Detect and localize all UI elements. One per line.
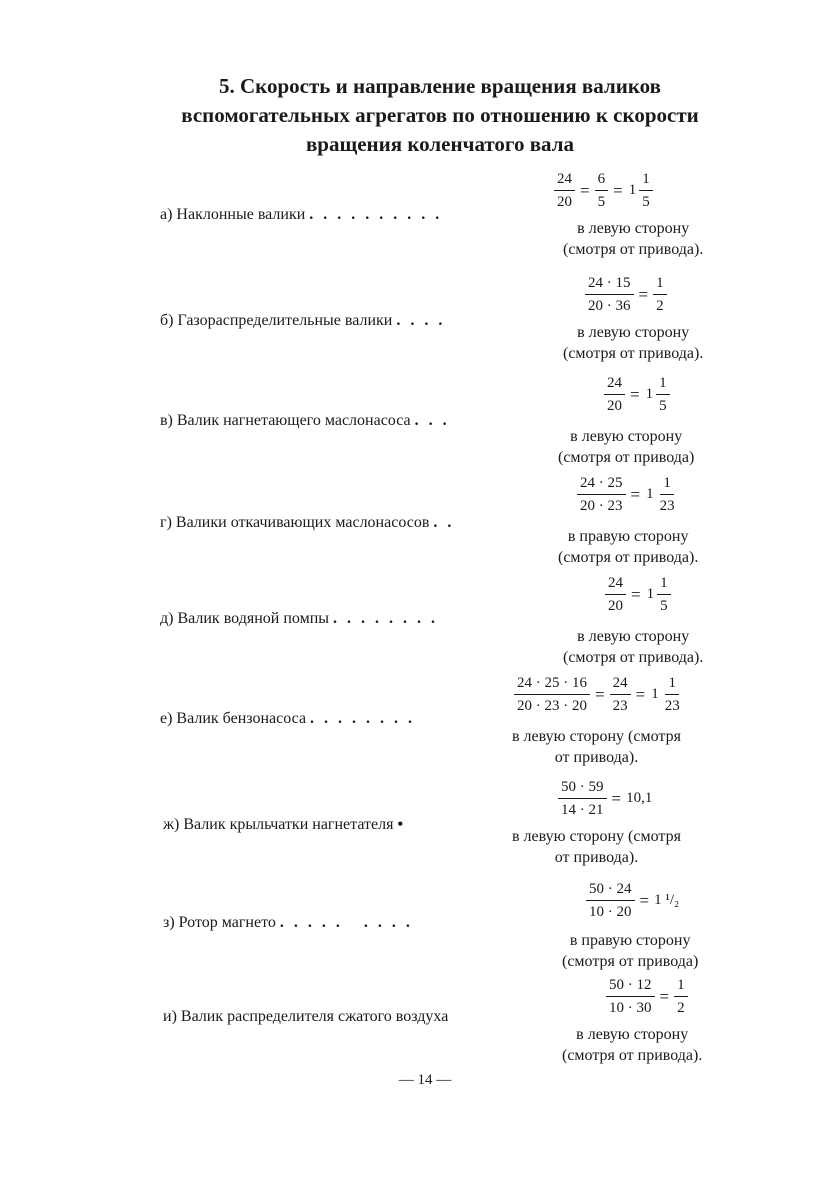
item-b-formula (583, 274, 669, 315)
plain: 1 ¹/₂ (654, 892, 680, 908)
fraction (514, 674, 590, 715)
numerator: 24 (605, 574, 626, 595)
numerator: 24 (554, 170, 575, 191)
fraction (577, 474, 626, 515)
item-f-formula (512, 674, 685, 715)
page-number: — 14 — (398, 1072, 452, 1088)
denominator: 2 (656, 298, 664, 314)
section-title (110, 72, 770, 159)
fraction (554, 170, 575, 211)
numerator: 1 (656, 374, 670, 395)
denominator: 20 (607, 398, 622, 414)
denominator: 20 · 23 (580, 498, 623, 514)
fraction (662, 674, 683, 715)
fraction (610, 674, 631, 715)
equals-sign: = (595, 684, 605, 704)
whole: 1 (628, 182, 637, 198)
equals-sign: = (635, 684, 646, 704)
item-a-formula (552, 170, 655, 211)
equals-sign: = (659, 986, 670, 1006)
dots: • (397, 816, 407, 833)
fraction (606, 976, 655, 1017)
denominator: 5 (660, 598, 668, 614)
fraction (605, 574, 626, 615)
denominator: 5 (659, 398, 667, 414)
fraction (595, 170, 609, 211)
item-e-label (160, 610, 550, 628)
equals-sign: = (611, 788, 622, 808)
numerator: 24 (610, 674, 631, 695)
item-g-formula (556, 778, 652, 819)
numerator: 50 · 12 (606, 976, 655, 997)
item-f-label (160, 710, 550, 728)
dots: . . . . . . . . (310, 710, 416, 727)
fraction (674, 976, 688, 1017)
lab-text: б) Газораспределительные валики (160, 312, 393, 329)
denominator: 23 (659, 498, 675, 514)
numerator: 24 · 15 (585, 274, 634, 295)
item-d-label (160, 514, 550, 532)
item-d-direction: в правую сторону (смотря от привода). (558, 528, 699, 566)
lab-text: з) Ротор магнето (163, 914, 276, 931)
item-b-label (160, 312, 550, 330)
denominator: 23 (612, 698, 628, 714)
fraction (657, 474, 678, 515)
numerator: 50 · 24 (586, 880, 635, 901)
equals-sign: = (613, 180, 623, 200)
dots: . . . (414, 412, 450, 429)
denominator: 5 (597, 194, 606, 210)
lab-text: а) Наклонные валики (160, 206, 306, 223)
item-c-label (160, 412, 550, 430)
item-f-direction: в левую сторону (смотря от привода). (512, 728, 681, 766)
item-h-label (163, 914, 553, 932)
whole: 1 (646, 586, 655, 602)
dots: . . (433, 514, 455, 531)
item-g-direction: в левую сторону (смотря от привода). (512, 828, 681, 866)
dots: . . . . . . . . (333, 610, 439, 627)
numerator: 50 · 59 (558, 778, 607, 799)
numerator: 24 · 25 · 16 (514, 674, 590, 695)
whole: 1 (645, 386, 654, 402)
numerator: 24 · 25 (577, 474, 626, 495)
whole: 1 (646, 486, 654, 502)
title-line-2: вспомогательных агрегатов по отношению к скорости (181, 103, 699, 127)
denominator: 23 (664, 698, 680, 714)
dots: . . . . (396, 312, 446, 329)
item-a-label (160, 206, 550, 224)
numerator: 1 (657, 574, 671, 595)
item-e-formula (603, 574, 673, 615)
fraction (656, 374, 670, 415)
numerator: 1 (653, 274, 667, 295)
item-h-formula (584, 880, 679, 921)
whole: 1 (651, 686, 659, 702)
item-i-direction: в левую сторону (смотря от привода). (562, 1026, 703, 1064)
denominator: 2 (677, 1000, 685, 1016)
equals-sign: = (638, 284, 649, 304)
equals-sign: = (630, 484, 641, 504)
numerator: 1 (660, 474, 674, 495)
fraction (604, 374, 625, 415)
numerator: 1 (674, 976, 688, 997)
denominator: 20 · 36 (588, 298, 631, 314)
fraction (653, 274, 667, 315)
title-line-1: 5. Скорость и направление вращения валиков (219, 74, 661, 98)
denominator: 20 (608, 598, 623, 614)
lab-text: д) Валик водяной помпы (160, 610, 330, 627)
lab-text: г) Валики откачивающих маслонасосов (160, 514, 430, 531)
fraction (585, 274, 634, 315)
item-g-label (163, 816, 553, 834)
numerator: 6 (595, 170, 609, 191)
denominator: 14 · 21 (561, 802, 604, 818)
item-e-direction: в левую сторону (смотря от привода). (563, 628, 704, 666)
fraction (586, 880, 635, 921)
lab-text: ж) Валик крыльчатки нагнетателя (163, 816, 394, 833)
numerator: 1 (665, 674, 679, 695)
lab-text: и) Валик распределителя сжатого воздуха (163, 1008, 449, 1025)
item-d-formula (575, 474, 680, 515)
item-c-formula (602, 374, 672, 415)
denominator: 10 · 30 (609, 1000, 652, 1016)
denominator: 10 · 20 (589, 904, 632, 920)
lab-text: е) Валик бензонасоса (160, 710, 307, 727)
item-b-direction: в левую сторону (смотря от привода). (563, 324, 704, 362)
equals-sign: = (580, 180, 590, 200)
equals-sign: = (630, 384, 640, 404)
equals-sign: = (631, 584, 641, 604)
item-a-direction: в левую сторону (смотря от привода). (563, 220, 704, 258)
denominator: 5 (642, 194, 650, 210)
numerator: 1 (639, 170, 653, 191)
plain: 10,1 (626, 790, 653, 806)
item-i-label (163, 1008, 553, 1026)
numerator: 24 (604, 374, 625, 395)
lab-text: в) Валик нагнетающего маслонасоса (160, 412, 411, 429)
dots: . . . . . . . . . (279, 914, 413, 931)
fraction (657, 574, 671, 615)
denominator: 20 (557, 194, 572, 210)
equals-sign: = (639, 890, 650, 910)
item-i-formula (604, 976, 690, 1017)
fraction (558, 778, 607, 819)
title-line-3: вращения коленчатого вала (305, 132, 575, 156)
denominator: 20 · 23 · 20 (517, 698, 587, 714)
fraction (639, 170, 653, 211)
item-h-direction: в правую сторону (смотря от привода) (562, 932, 699, 970)
item-c-direction: в левую сторону (смотря от привода) (558, 428, 695, 466)
dots: . . . . . . . . . . (309, 206, 443, 223)
